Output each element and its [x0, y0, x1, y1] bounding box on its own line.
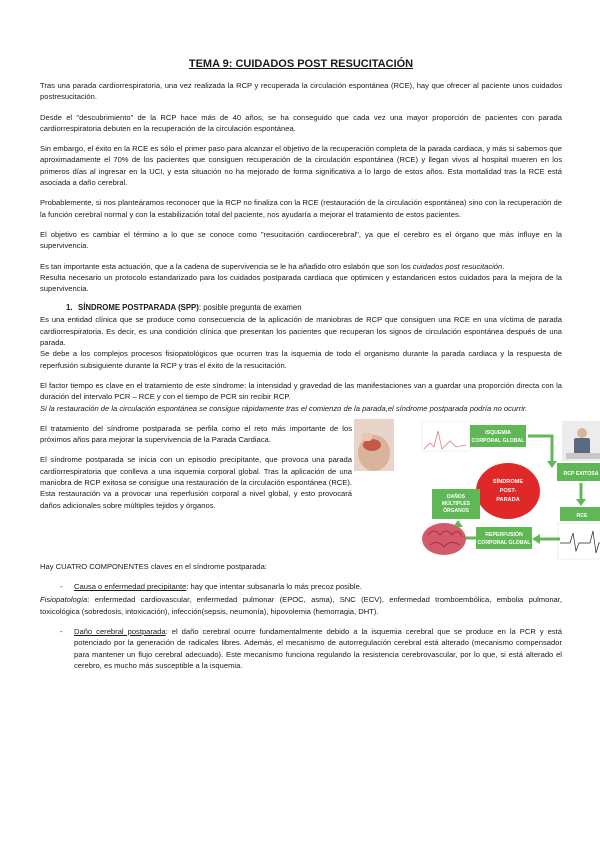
- paragraph: Tras una parada cardiorrespiratoria, una vez realizada la RCP y recuperada la circulación espontánea (RCE), hay que ofrecer al paciente unos cuidados postresucitación.: [40, 81, 562, 102]
- figure-text: [40, 423, 352, 520]
- chain-italic: cuidados post resucitación: [412, 261, 503, 271]
- svg-text:DAÑOS: DAÑOS: [446, 493, 466, 500]
- document-page: [40, 58, 599, 673]
- svg-text:MÚLTIPLES: MÚLTIPLES: [442, 500, 470, 507]
- paragraph: El factor tiempo es clave en el tratamiento de este síndrome: la intensidad y gravedad de las manifestaciones van a guardar una proporción directa con la duración del intervalo PCR – RCE y con el tiempo de PCR sin recibir RCP.: [40, 380, 562, 402]
- paragraph: El objetivo es cambiar el término a lo que se conoce como "resucitación cardiocerebral", ya que el cerebro es el órgano que más influye en la supervivencia.: [40, 229, 562, 251]
- svg-text:ÓRGANOS: ÓRGANOS: [443, 507, 469, 514]
- patient-image: [422, 421, 470, 451]
- chest-pain-image: [354, 419, 394, 471]
- svg-text:REPERFUSIÓN: REPERFUSIÓN: [485, 531, 523, 538]
- page-title: TEMA 9: CUIDADOS POST RESUCITACIÓN: [188, 58, 414, 70]
- svg-text:CORPORAL GLOBAL: CORPORAL GLOBAL: [477, 539, 531, 546]
- component-item: - Daño cerebral postparada: el daño cerebral ocurre fundamentalmente debido a la isquemia cerebral que se produce en la PCR y está potenciado por la generación de radicales libres. Además, el mecanismo de autorregulación cerebral está alterado (mecanismo compensador para mantener un flujo cerebral adecuado). Este mecanismo funciona regulando la resistencia cerebrovascular, por lo que, si está alterado el cerebro, es mucho más susceptible a la isquemia.: [40, 626, 562, 671]
- post-arrest-syndrome-diagram: [420, 421, 600, 561]
- rce-box: [560, 507, 600, 521]
- protocol-paragraph: Resulta necesario un protocolo estandarizado para los cuidados postparada cardiaca que optimicen y estandaricen estos cuidados para la mejora de la supervivencia.: [40, 272, 562, 294]
- figure-row: [40, 423, 599, 561]
- paragraph: Es una entidad clínica que se produce como consecuencia de la aplicación de maniobras de RCP que consiguen una RCE en una víctima de parada cardiorrespiratoria. Es decir, es una condición clínica que presentan los pacientes que recuperan los signos de circulación espontánea después de una parada.: [40, 315, 562, 348]
- svg-text:CORPORAL GLOBAL: CORPORAL GLOBAL: [471, 437, 525, 444]
- svg-text:ISQUEMIA: ISQUEMIA: [485, 429, 511, 436]
- paragraph: Sin embargo, el éxito en la RCE es sólo el primer paso para alcanzar el objetivo de la recuperación completa de la parada cardiaca, y más si sabemos que aproximadamente el 70% de los pacientes que consiguen recuperación de la circulación espontánea (RCE) y llegan vivos al hospital mueren en los primeros días al ingresar en la UCI, y esta situación no ha mejorado de forma significativa a lo largo de estos años. Esta mortalidad tras la RCE está asociada a daño cerebral.: [40, 144, 562, 188]
- svg-text:RCP EXITOSA: RCP EXITOSA: [563, 470, 599, 477]
- section-heading: 1. SÍNDROME POSTPARADA (SPP): posible pregunta de examen: [66, 303, 302, 313]
- svg-text:PARADA: PARADA: [496, 496, 520, 503]
- paragraph: Se debe a los complejos procesos fisiopatológicos que ocurren tras la isquemia de todo el organismo durante la parada cardiaca y la respuesta de reperfusión subsiguiente durante la RCP y tras el éxito de la resucitación.: [40, 349, 562, 370]
- component-item: - Causa o enfermedad precipitante: hay que intentar subsanarla lo más precoz posible.: [40, 581, 562, 592]
- chain-paragraph: Es tan importante esta actuación, que a la cadena de supervivencia se le ha añadido otro eslabón que son los cuidados post resucitación.: [40, 261, 505, 271]
- paragraph: El síndrome postparada se inicia con un episodio precipitante, que provoca una parada cardiorrespiratoria que conlleva a una isquemia corporal global. Tras la aplicación de una maniobra de RCP exitosa se consigue una restauración de la circulación espontánea (RCE). Esta restauración va a provocar una reperfusión corporal a nivel global, y esto provocará daños adicionales sobre múltiples tejidos y órganos.: [40, 455, 352, 510]
- italic-paragraph: Si la restauración de la circulación espontánea se consigue rápidamente tras el comienzo de la parada,el síndrome postparada podría no ocurrir.: [40, 403, 528, 413]
- fisiopatologia-paragraph: Fisiopatología: enfermedad cardiovascular, enfermedad pulmonar (EPOC, asma), SNC (ECV), enfermedad tromboembólica, embolia pulmonar, toxicológica (sobredosis, intoxicación), infección(sepsis, neumonía), hipovolemia (hemorragia, DHT).: [40, 595, 562, 616]
- syndrome-center-circle: [476, 463, 540, 519]
- paragraph: Hay CUATRO COMPONENTES claves en el síndrome postparada:: [40, 561, 267, 571]
- ecg-image: [558, 523, 600, 559]
- brain-image: [422, 523, 466, 555]
- svg-text:RCE: RCE: [576, 512, 588, 519]
- cpr-rescuer-image: [562, 421, 600, 461]
- reperfusion-box: [476, 527, 532, 549]
- paragraph: Desde el "descubrimiento" de la RCP hace más de 40 años, se ha conseguido que cada vez una mayor proporción de pacientes con parada cardiorrespiratoria debuten en la recuperación de la circulación espontánea.: [40, 112, 562, 133]
- paragraph: Probablemente, si nos planteáramos reconocer que la RCP no finaliza con la RCE (restauración de la circulación espontánea) sino con la recuperación de la función cerebral normal y con la estabilización total del paciente, nos ayudaría a mejorar el tratamiento de estos pacientes.: [40, 198, 562, 219]
- danos-box: [432, 489, 480, 519]
- isquemia-box: [470, 425, 526, 447]
- rcp-exitosa-box: [557, 463, 600, 481]
- paragraph: El tratamiento del síndrome postparada se perfila como el reto más importante de los próximos años para mejorar la supervivencia de la Parada Cardiaca.: [40, 423, 352, 445]
- svg-text:POST-: POST-: [499, 487, 517, 494]
- svg-text:SÍNDROME: SÍNDROME: [492, 478, 524, 485]
